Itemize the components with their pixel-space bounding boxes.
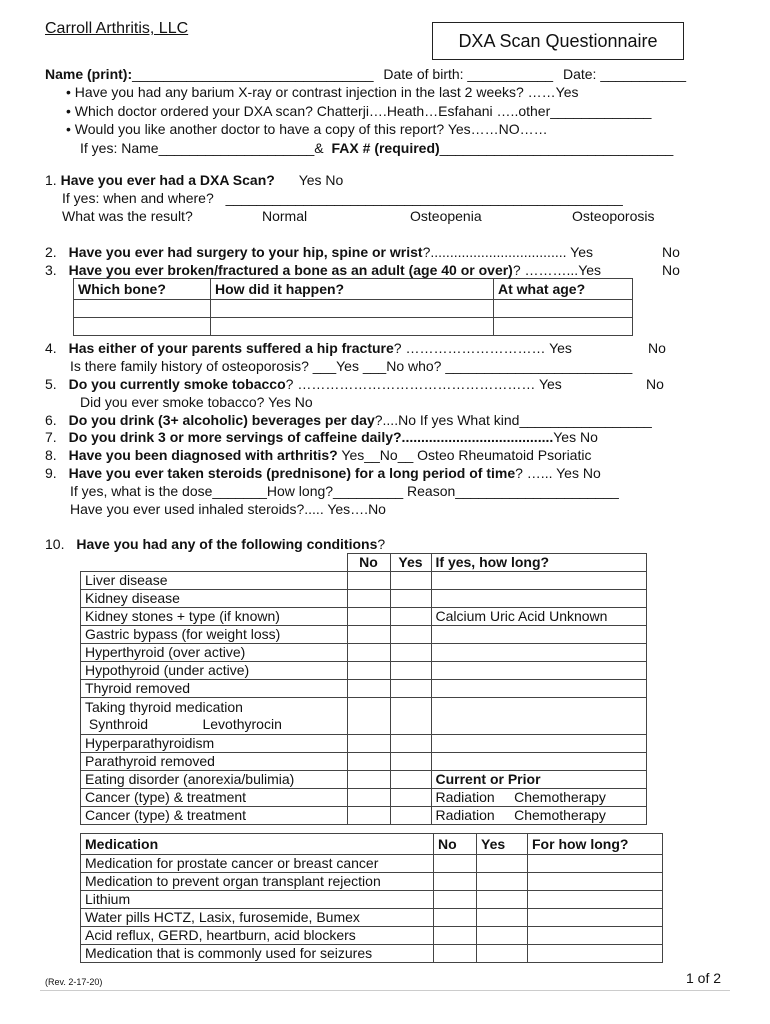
fracture-col-age: At what age?	[494, 279, 633, 300]
q5-row	[45, 376, 562, 393]
condition-no-cell[interactable]	[347, 662, 390, 680]
form-title: DXA Scan Questionnaire	[432, 22, 684, 60]
condition-no-cell[interactable]	[347, 644, 390, 662]
condition-row	[81, 626, 647, 644]
q10-qmark: ?	[377, 536, 386, 552]
medication-label: Acid reflux, GERD, heartburn, acid blockers	[81, 927, 434, 945]
q4-row	[45, 340, 572, 357]
condition-duration-cell[interactable]	[431, 662, 646, 680]
q1-when-where	[62, 190, 623, 207]
q7-row	[45, 429, 598, 446]
q7-answer[interactable]: Yes No	[553, 429, 598, 445]
condition-label: Eating disorder (anorexia/bulimia)	[81, 771, 348, 789]
q6-answer[interactable]: ?....No If yes What kind_________________	[374, 412, 652, 428]
medication-label: Medication to prevent organ transplant rejection	[81, 873, 434, 891]
q8-answer[interactable]: Yes__No__ Osteo Rheumatoid Psoriatic	[341, 447, 592, 463]
q1-result-osteoporosis[interactable]: Osteoporosis	[572, 208, 655, 224]
condition-no-cell[interactable]	[347, 807, 390, 825]
fracture-col-bone: Which bone?	[74, 279, 211, 300]
name-label: Name (print):	[45, 66, 133, 82]
condition-no-cell[interactable]	[347, 680, 390, 698]
medication-col-no: No	[434, 834, 477, 855]
medication-yes-cell[interactable]	[477, 855, 528, 873]
q6-number: 6.	[45, 412, 57, 428]
condition-label: Hypothyroid (under active)	[81, 662, 348, 680]
fracture-how-cell[interactable]	[211, 300, 494, 318]
condition-row	[81, 608, 647, 626]
q3-row	[45, 262, 601, 279]
q1-result-normal[interactable]: Normal	[262, 208, 308, 224]
condition-row	[81, 771, 647, 789]
medication-row	[81, 891, 663, 909]
q6-question: Do you drink (3+ alcoholic) beverages per day	[68, 412, 375, 428]
footer-divider	[40, 990, 730, 991]
name-field[interactable]: _______________________________	[132, 66, 374, 82]
condition-yes-cell[interactable]	[390, 735, 431, 753]
thyroid-medication-cell	[81, 698, 348, 735]
medication-row	[81, 945, 663, 963]
conditions-header	[81, 554, 647, 572]
kidney-stone-types[interactable]: Calcium Uric Acid Unknown	[431, 608, 646, 626]
condition-no-cell[interactable]	[347, 698, 390, 735]
company-name: Carroll Arthritis, LLC	[45, 20, 189, 37]
condition-no-cell[interactable]	[347, 735, 390, 753]
q10-question: Have you had any of the following conditions	[76, 536, 378, 552]
medication-duration-cell[interactable]	[528, 873, 663, 891]
medication-no-cell[interactable]	[434, 909, 477, 927]
q1-when-field[interactable]: ___________________________________________________	[225, 190, 623, 206]
q2-row	[45, 244, 593, 261]
medication-row	[81, 855, 663, 873]
q9-inhaled-row[interactable]: Have you ever used inhaled steroids?..... Yes….No	[70, 501, 386, 517]
condition-label: Hyperparathyroidism	[81, 735, 348, 753]
fracture-col-how: How did it happen?	[211, 279, 494, 300]
q4-no[interactable]: No	[648, 340, 666, 356]
condition-label: Parathyroid removed	[81, 753, 348, 771]
medication-col-how-long: For how long?	[528, 834, 663, 855]
q3-question: Have you ever broken/fractured a bone as an adult (age 40 or over)	[68, 262, 513, 278]
condition-row	[81, 680, 647, 698]
conditions-table	[80, 553, 647, 825]
q1-result-osteopenia[interactable]: Osteopenia	[410, 208, 482, 224]
fracture-bone-cell[interactable]	[74, 300, 211, 318]
condition-label: Cancer (type) & treatment	[81, 807, 348, 825]
q8-row	[45, 447, 591, 464]
q2-question: Have you ever had surgery to your hip, spine or wrist	[68, 244, 423, 260]
q4-yes[interactable]: ? ………………………… Yes	[393, 340, 572, 356]
condition-duration-cell[interactable]	[431, 735, 646, 753]
condition-row	[81, 572, 647, 590]
condition-yes-cell[interactable]	[390, 626, 431, 644]
q2-number: 2.	[45, 244, 57, 260]
condition-row	[81, 807, 647, 825]
fax-field[interactable]: ______________________________	[439, 140, 674, 156]
condition-label: Hyperthyroid (over active)	[81, 644, 348, 662]
q4-number: 4.	[45, 340, 57, 356]
q10-number: 10.	[45, 536, 65, 552]
medication-header	[81, 834, 663, 855]
q2-yes[interactable]: ?................................... Yes	[422, 244, 593, 260]
medication-row	[81, 873, 663, 891]
conditions-col-yes: Yes	[390, 554, 431, 572]
doctor-question: • Which doctor ordered your DXA scan? Chatterji….Heath…Esfahani …..other_____________	[66, 103, 652, 119]
condition-row	[81, 662, 647, 680]
fracture-row	[74, 300, 633, 318]
condition-yes-cell[interactable]	[390, 753, 431, 771]
medication-label: Water pills HCTZ, Lasix, furosemide, Bumex	[81, 909, 434, 927]
condition-yes-cell[interactable]	[390, 771, 431, 789]
medication-duration-cell[interactable]	[528, 945, 663, 963]
q9-dose-row[interactable]: If yes, what is the dose_______How long?_________ Reason_____________________	[70, 483, 619, 499]
medication-col-yes: Yes	[477, 834, 528, 855]
medication-label: Medication for prostate cancer or breast cancer	[81, 855, 434, 873]
condition-yes-cell[interactable]	[390, 789, 431, 807]
condition-duration-cell[interactable]	[431, 680, 646, 698]
fracture-how-cell[interactable]	[211, 318, 494, 336]
barium-question: • Have you had any barium X-ray or contrast injection in the last 2 weeks? ……Yes	[66, 84, 579, 100]
q1-number: 1.	[45, 172, 57, 188]
condition-row	[81, 698, 647, 735]
q1-when-label: If yes: when and where?	[62, 190, 214, 206]
condition-duration-cell[interactable]	[431, 572, 646, 590]
condition-no-cell[interactable]	[347, 608, 390, 626]
condition-yes-cell[interactable]	[390, 807, 431, 825]
q5-number: 5.	[45, 376, 57, 392]
medication-yes-cell[interactable]	[477, 873, 528, 891]
thyroid-medication-options[interactable]: Synthroid Levothyrocin	[85, 716, 282, 732]
medication-label: Medication that is commonly used for seizures	[81, 945, 434, 963]
fracture-age-cell[interactable]	[494, 318, 633, 336]
condition-yes-cell[interactable]	[390, 608, 431, 626]
fracture-table	[73, 278, 633, 336]
q10-row	[45, 536, 385, 553]
q6-row	[45, 412, 652, 429]
q5-ever-smoke[interactable]: Did you ever smoke tobacco? Yes No	[80, 394, 313, 410]
medication-duration-cell[interactable]	[528, 855, 663, 873]
condition-row	[81, 735, 647, 753]
medication-duration-cell[interactable]	[528, 891, 663, 909]
q5-no[interactable]: No	[646, 376, 664, 392]
fracture-row	[74, 318, 633, 336]
condition-label: Kidney disease	[81, 590, 348, 608]
q1-question: Have you ever had a DXA Scan?	[60, 172, 275, 188]
medication-yes-cell[interactable]	[477, 891, 528, 909]
medication-yes-cell[interactable]	[477, 927, 528, 945]
medication-label: Lithium	[81, 891, 434, 909]
condition-row	[81, 590, 647, 608]
date-field[interactable]: Date: ___________	[562, 66, 686, 82]
medication-duration-cell[interactable]	[528, 927, 663, 945]
condition-no-cell[interactable]	[347, 626, 390, 644]
condition-row	[81, 753, 647, 771]
other-doctor-row	[80, 140, 673, 157]
condition-no-cell[interactable]	[347, 590, 390, 608]
medication-no-cell[interactable]	[434, 927, 477, 945]
medication-table	[80, 833, 663, 963]
condition-label: Taking thyroid medication	[85, 699, 243, 715]
medication-no-cell[interactable]	[434, 855, 477, 873]
q4-question: Has either of your parents suffered a hip fracture	[68, 340, 394, 356]
name-row	[45, 66, 686, 83]
medication-no-cell[interactable]	[434, 945, 477, 963]
condition-row	[81, 644, 647, 662]
q9-number: 9.	[45, 465, 57, 481]
condition-yes-cell[interactable]	[390, 644, 431, 662]
condition-yes-cell[interactable]	[390, 698, 431, 735]
q3-number: 3.	[45, 262, 57, 278]
condition-duration-cell[interactable]	[431, 590, 646, 608]
medication-no-cell[interactable]	[434, 891, 477, 909]
condition-duration-cell[interactable]	[431, 644, 646, 662]
q7-number: 7.	[45, 429, 57, 445]
q5-yes[interactable]: ? …………………………………………… Yes	[285, 376, 562, 392]
condition-duration-cell[interactable]	[431, 753, 646, 771]
q9-question: Have you ever taken steroids (prednisone) for a long period of time	[68, 465, 516, 481]
condition-row	[81, 789, 647, 807]
revision-date: (Rev. 2-17-20)	[45, 977, 103, 987]
condition-label: Liver disease	[81, 572, 348, 590]
medication-yes-cell[interactable]	[477, 945, 528, 963]
condition-no-cell[interactable]	[347, 572, 390, 590]
fracture-age-cell[interactable]	[494, 300, 633, 318]
dob-field[interactable]: Date of birth: ___________	[383, 66, 554, 82]
fax-label: FAX # (required)	[331, 140, 440, 156]
fracture-table-header	[74, 279, 633, 300]
q3-yes[interactable]: ? ………...Yes	[512, 262, 602, 278]
medication-row	[81, 909, 663, 927]
q9-row	[45, 465, 601, 482]
conditions-col-how-long: If yes, how long?	[431, 554, 646, 572]
q1-row	[45, 172, 343, 189]
condition-yes-cell[interactable]	[390, 680, 431, 698]
medication-col-name: Medication	[81, 834, 434, 855]
q8-number: 8.	[45, 447, 57, 463]
fracture-bone-cell[interactable]	[74, 318, 211, 336]
condition-duration-cell[interactable]	[431, 698, 646, 735]
conditions-col-no: No	[347, 554, 390, 572]
other-doctor-name-field[interactable]: If yes: Name____________________&	[80, 140, 324, 156]
condition-yes-cell[interactable]	[390, 572, 431, 590]
q3-no[interactable]: No	[662, 262, 680, 278]
condition-yes-cell[interactable]	[390, 590, 431, 608]
medication-no-cell[interactable]	[434, 873, 477, 891]
q2-no[interactable]: No	[662, 244, 680, 260]
q7-question: Do you drink 3 or more servings of caffeine daily?.......................................	[68, 429, 554, 445]
current-prior-header: Current or Prior	[431, 771, 646, 789]
q8-question: Have you been diagnosed with arthritis?	[68, 447, 338, 463]
medication-row	[81, 927, 663, 945]
condition-yes-cell[interactable]	[390, 662, 431, 680]
condition-no-cell[interactable]	[347, 753, 390, 771]
condition-label: Gastric bypass (for weight loss)	[81, 626, 348, 644]
cancer-treatment-options[interactable]: Radiation Chemotherapy	[431, 807, 646, 825]
q1-options[interactable]: Yes No	[298, 172, 344, 188]
medication-yes-cell[interactable]	[477, 909, 528, 927]
medication-duration-cell[interactable]	[528, 909, 663, 927]
condition-label: Cancer (type) & treatment	[81, 789, 348, 807]
copy-question: • Would you like another doctor to have a copy of this report? Yes……NO……	[66, 121, 548, 137]
cancer-treatment-options[interactable]: Radiation Chemotherapy	[431, 789, 646, 807]
q4-family-history[interactable]: Is there family history of osteoporosis? ___Yes ___No who? ________________________	[70, 358, 633, 374]
condition-label: Kidney stones + type (if known)	[81, 608, 348, 626]
page-number: 1 of 2	[686, 970, 722, 986]
q9-answer[interactable]: ? …... Yes No	[515, 465, 601, 481]
condition-no-cell[interactable]	[347, 771, 390, 789]
condition-label: Thyroid removed	[81, 680, 348, 698]
q5-question: Do you currently smoke tobacco	[68, 376, 286, 392]
condition-no-cell[interactable]	[347, 789, 390, 807]
q1-result-label: What was the result?	[62, 208, 193, 224]
condition-duration-cell[interactable]	[431, 626, 646, 644]
